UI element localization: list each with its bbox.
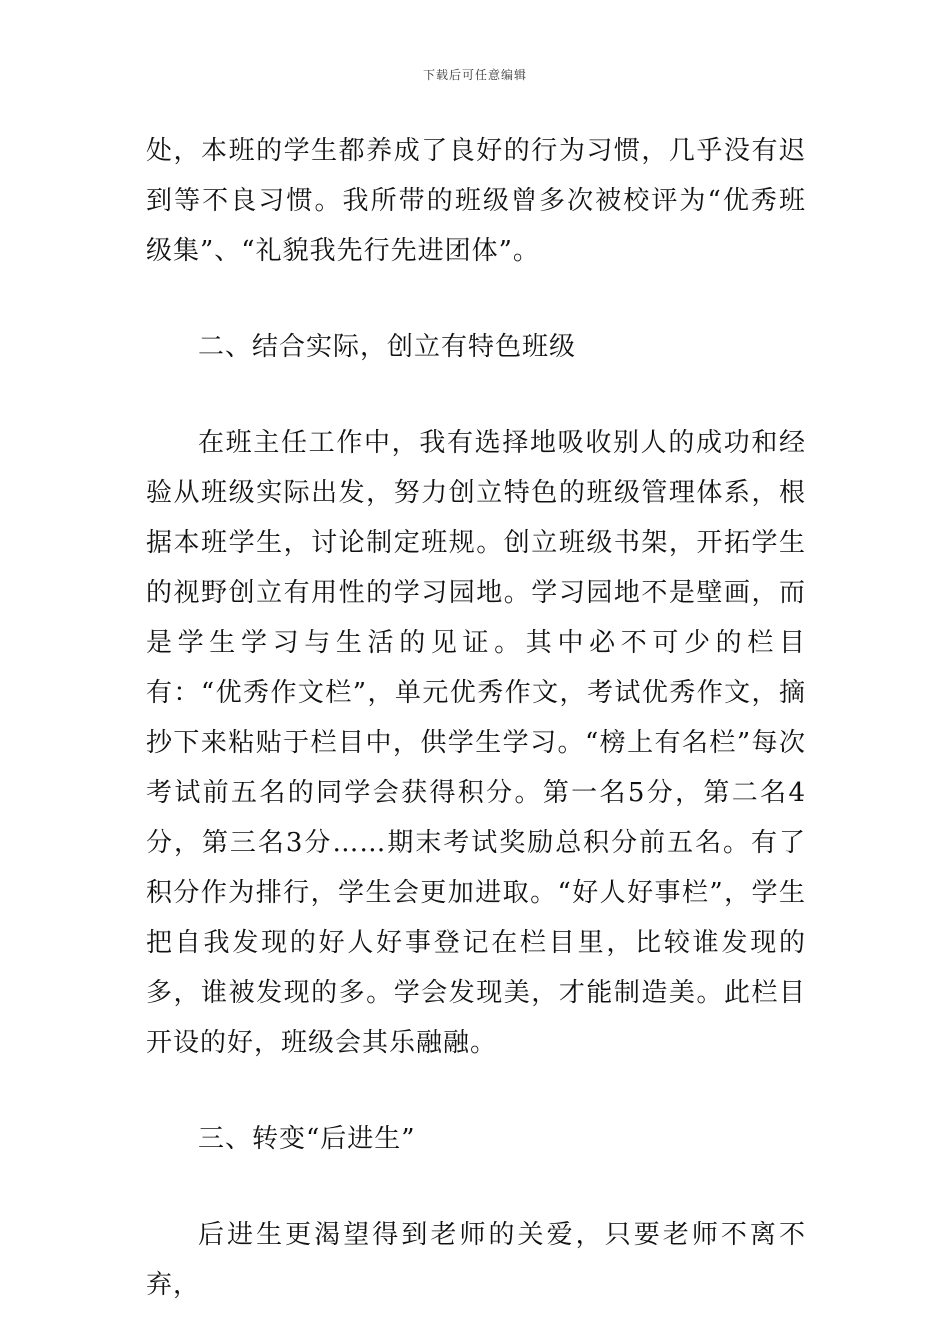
section-heading-3: 三、转变“后进生” <box>198 1124 416 1154</box>
section-heading-2: 二、结合实际，创立有特色班级 <box>198 332 577 362</box>
page-header-note: 下载后可任意编辑 <box>422 68 527 82</box>
paragraph-continuation: 处，本班的学生都养成了良好的行为习惯，几乎没有迟到等不良习惯。我所带的班级曾多次被校评为“优秀班级集”、“礼貌我先行先进团体”。 <box>146 136 806 266</box>
paragraph-section-2: 在班主任工作中，我有选择地吸收别人的成功和经验从班级实际出发，努力创立特色的班级管理体系，根据本班学生，讨论制定班规。创立班级书架，开拓学生的视野创立有用性的学习园地。学习园地不是壁画，而是学生学习与生活的见证。其中必不可少的栏目有：“优秀作文栏”，单元优秀作文，考试优秀作文，摘抄下来粘贴于栏目中，供学生学习。“榜上有名栏”每次考试前五名的同学会获得积分。第一名5分，第二名4分，第三名3分……期末考试奖励总积分前五名。有了积分作为排行，学生会更加进取。“好人好事栏”，学生把自我发现的好人好事登记在栏目里，比较谁发现的多，谁被发现的多。学会发现美，才能制造美。此栏目开设的好，班级会其乐融融。 <box>146 428 806 1058</box>
document-body <box>146 126 806 1310</box>
paragraph-section-3: 后进生更渴望得到老师的关爱，只要老师不离不弃， <box>146 1220 806 1300</box>
